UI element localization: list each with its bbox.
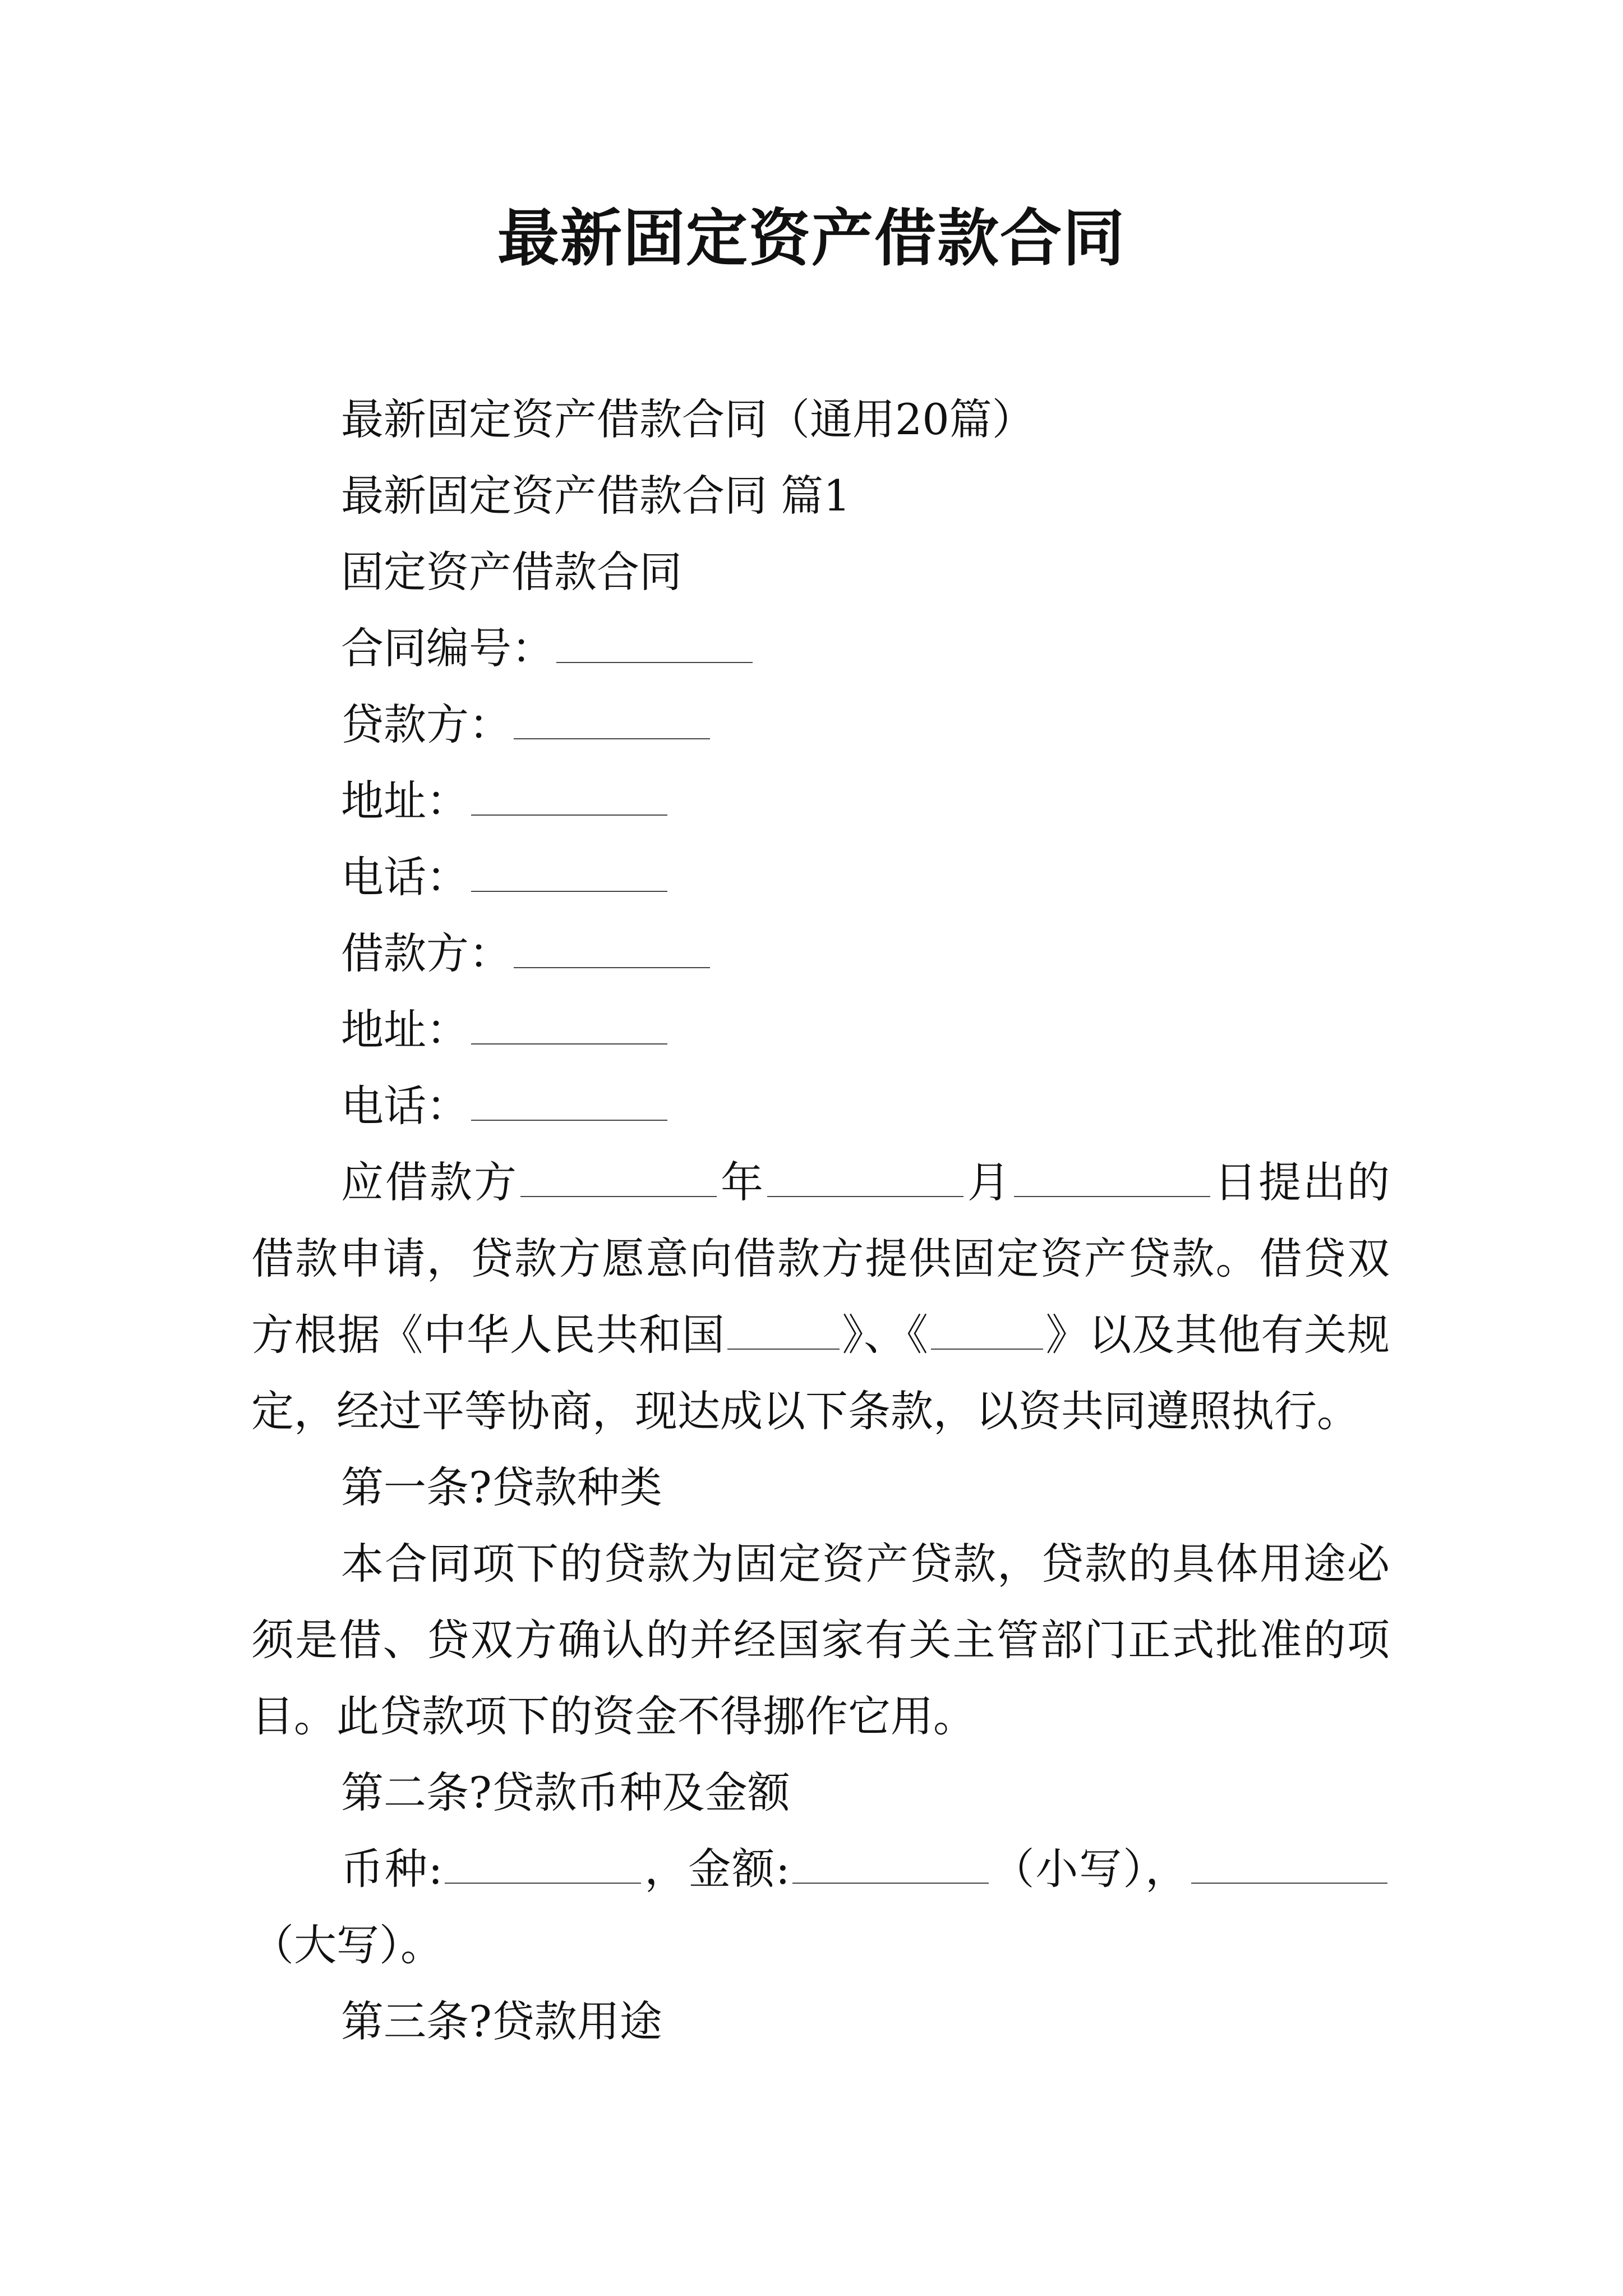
currency-blank xyxy=(445,1840,641,1884)
lender-phone-blank xyxy=(471,848,667,892)
intro-month: 月 xyxy=(966,1157,1012,1207)
borrower-phone-field xyxy=(251,1068,1390,1144)
year-blank xyxy=(520,1153,717,1197)
section-heading: 最新固定资产借款合同 篇1 xyxy=(341,471,851,521)
lender-address-label: 地址： xyxy=(341,776,469,826)
intro-year: 年 xyxy=(719,1157,765,1207)
borrower-phone-blank xyxy=(471,1077,667,1121)
article1-heading: 第一条?贷款种类 xyxy=(341,1462,662,1512)
intro-paragraph xyxy=(251,1144,1390,1450)
lowercase-label: （小写）， xyxy=(990,1844,1189,1894)
borrower-field xyxy=(251,915,1390,992)
contract-no-blank xyxy=(556,619,753,663)
lender-blank xyxy=(514,696,710,739)
article3-heading: 第三条?贷款用途 xyxy=(341,1996,662,2046)
law-name-blank-2 xyxy=(931,1306,1043,1350)
document-body xyxy=(251,381,1390,2060)
borrower-blank xyxy=(514,924,710,968)
intro-part4: 》以及其他有关规定，经过平等协商，现达成以下条款，以资共同遵照执行。 xyxy=(251,1310,1390,1436)
lender-phone-label: 电话： xyxy=(341,852,469,902)
contract-no-field xyxy=(251,610,1390,687)
lender-address-field xyxy=(251,763,1390,839)
document-title: 最新固定资产借款合同 xyxy=(497,202,1126,274)
article2-text xyxy=(251,1831,1390,1984)
intro-part2: 日提出的借款申请，贷款方愿意向借款方提供固定资产贷款。借贷双方根据《中华人民共和国 xyxy=(251,1157,1390,1360)
borrower-address-blank xyxy=(471,1001,667,1045)
uppercase-label: （大写）。 xyxy=(251,1920,443,1970)
day-blank xyxy=(1014,1153,1210,1197)
amount-lower-blank xyxy=(792,1840,989,1884)
month-blank xyxy=(767,1153,963,1197)
borrower-address-label: 地址： xyxy=(341,1005,469,1055)
lender-label: 贷款方： xyxy=(341,700,511,749)
lender-address-blank xyxy=(471,772,667,816)
subtitle: 最新固定资产借款合同（通用20篇） xyxy=(341,394,1035,444)
borrower-address-field xyxy=(251,992,1390,1068)
borrower-phone-label: 电话： xyxy=(341,1081,469,1131)
intro-part1: 应借款方 xyxy=(341,1157,518,1207)
amount-label: ，金额: xyxy=(643,1844,790,1894)
lender-field xyxy=(251,687,1390,763)
amount-upper-blank xyxy=(1191,1840,1387,1884)
article1-text: 本合同项下的贷款为固定资产贷款，贷款的具体用途必须是借、贷双方确认的并经国家有关主管部门正式批准的项目。此贷款项下的资金不得挪作它用。 xyxy=(251,1539,1390,1741)
lender-phone-field xyxy=(251,839,1390,915)
contract-no-label: 合同编号： xyxy=(341,623,554,673)
law-name-blank-1 xyxy=(727,1306,840,1350)
currency-label: 币种: xyxy=(341,1844,443,1894)
article2-heading: 第二条?贷款币种及金额 xyxy=(341,1768,790,1818)
contract-name: 固定资产借款合同 xyxy=(341,547,682,597)
borrower-label: 借款方： xyxy=(341,928,511,978)
intro-part3: 》、《 xyxy=(841,1310,929,1360)
